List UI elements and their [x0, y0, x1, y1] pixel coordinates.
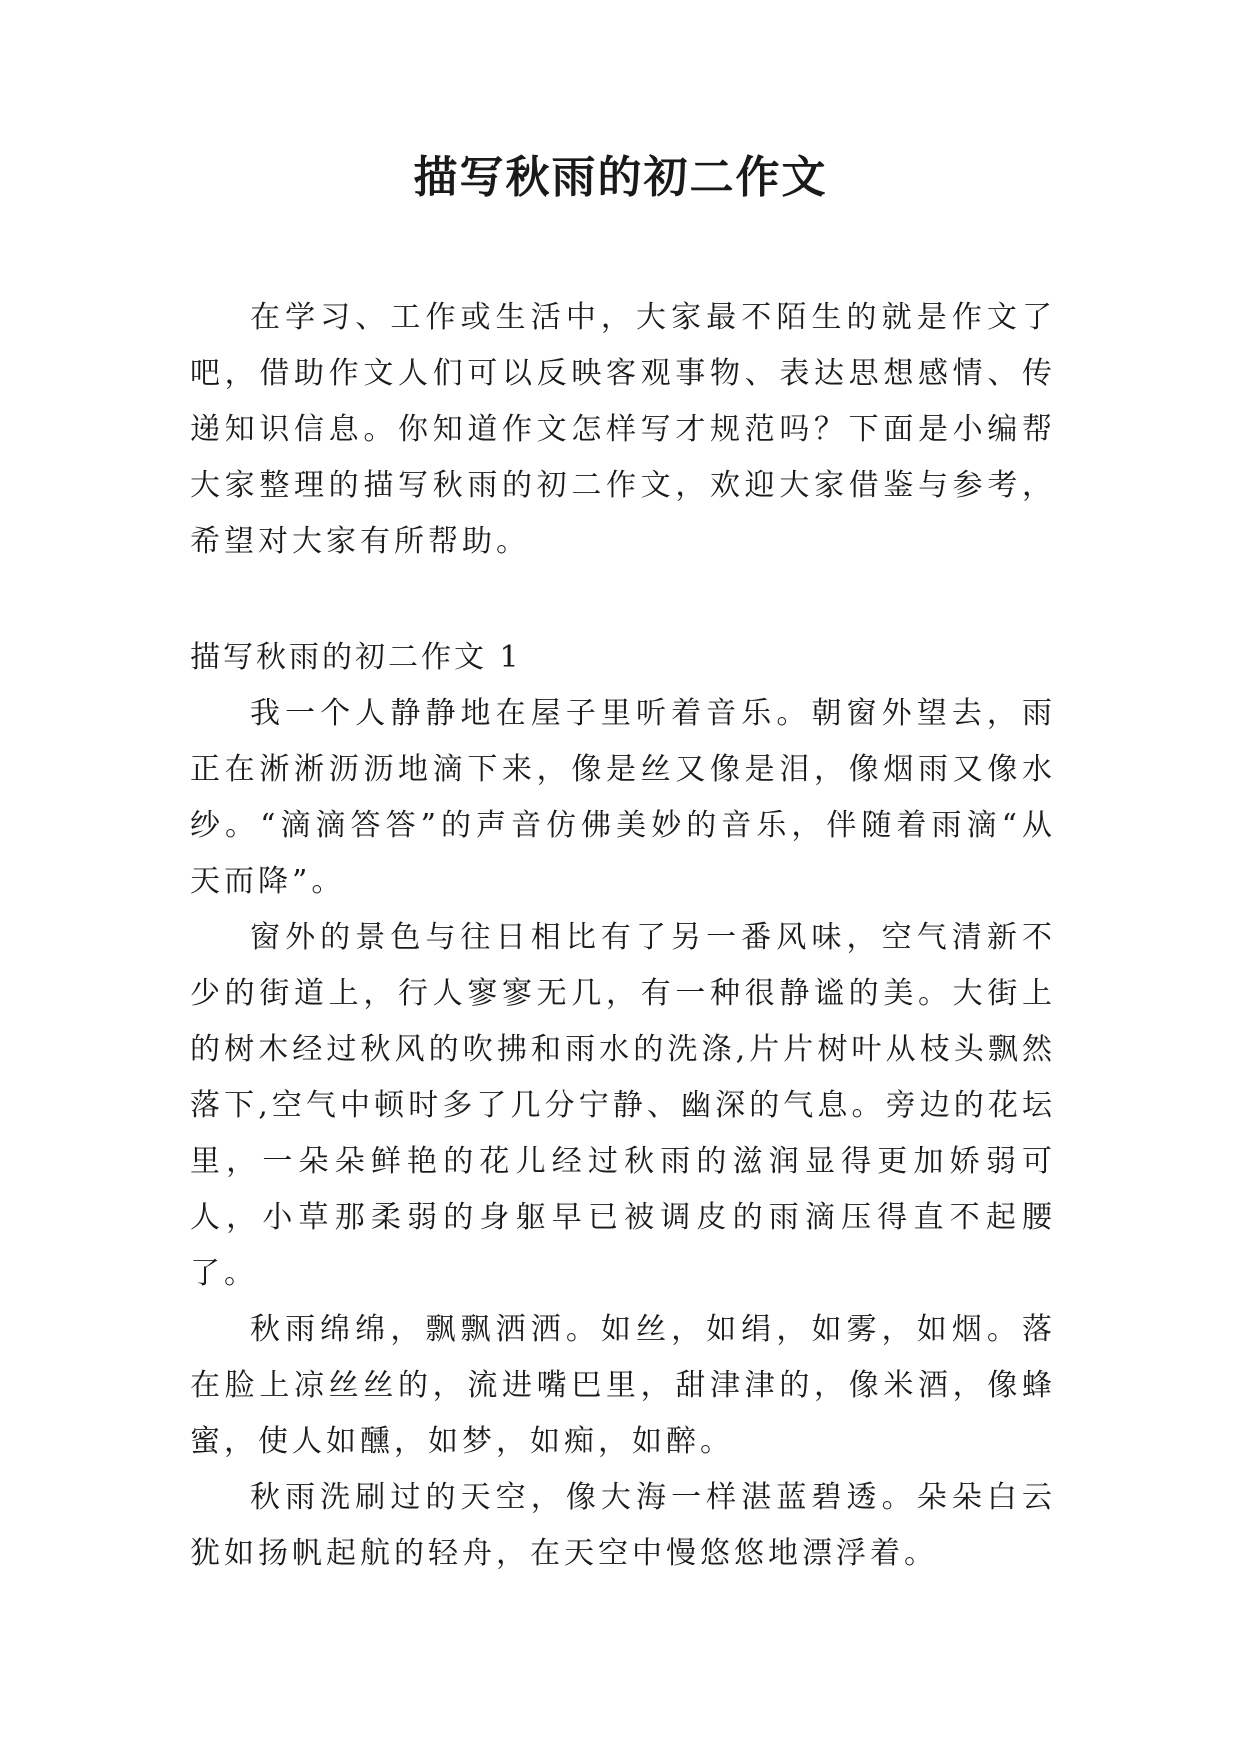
- document-title: 描写秋雨的初二作文: [413, 152, 828, 203]
- intro-paragraph: 在学习、工作或生活中，大家最不陌生的就是作文了吧，借助作文人们可以反映客观事物、表达思想感情、传递知识信息。你知道作文怎样写才规范吗？下面是小编帮大家整理的描写秋雨的初二作文，欢迎大家借鉴与参考，希望对大家有所帮助。: [190, 300, 1056, 559]
- section-heading: 描写秋雨的初二作文 1: [190, 640, 522, 675]
- document-body: [190, 290, 1056, 1582]
- body-paragraph-2: 窗外的景色与往日相比有了另一番风味，空气清新不少的街道上，行人寥寥无几，有一种很静谧的美。大街上的树木经过秋风的吹拂和雨水的洗涤,片片树叶从枝头飘然落下,空气中顿时多了几分宁静、幽深的气息。旁边的花坛里，一朵朵鲜艳的花儿经过秋雨的滋润显得更加娇弱可人，小草那柔弱的身躯早已被调皮的雨滴压得直不起腰了。: [190, 920, 1056, 1291]
- body-paragraph-1: 我一个人静静地在屋子里听着音乐。朝窗外望去，雨正在淅淅沥沥地滴下来，像是丝又像是泪，像烟雨又像水纱。“滴滴答答”的声音仿佛美妙的音乐，伴随着雨滴“从天而降”。: [190, 696, 1056, 899]
- body-paragraph-3: 秋雨绵绵，飘飘洒洒。如丝，如绢，如雾，如烟。落在脸上凉丝丝的，流进嘴巴里，甜津津的，像米酒，像蜂蜜，使人如醺，如梦，如痴，如醉。: [190, 1312, 1056, 1459]
- body-paragraph-4: 秋雨洗刷过的天空，像大海一样湛蓝碧透。朵朵白云犹如扬帆起航的轻舟，在天空中慢悠悠地漂浮着。: [190, 1480, 1056, 1571]
